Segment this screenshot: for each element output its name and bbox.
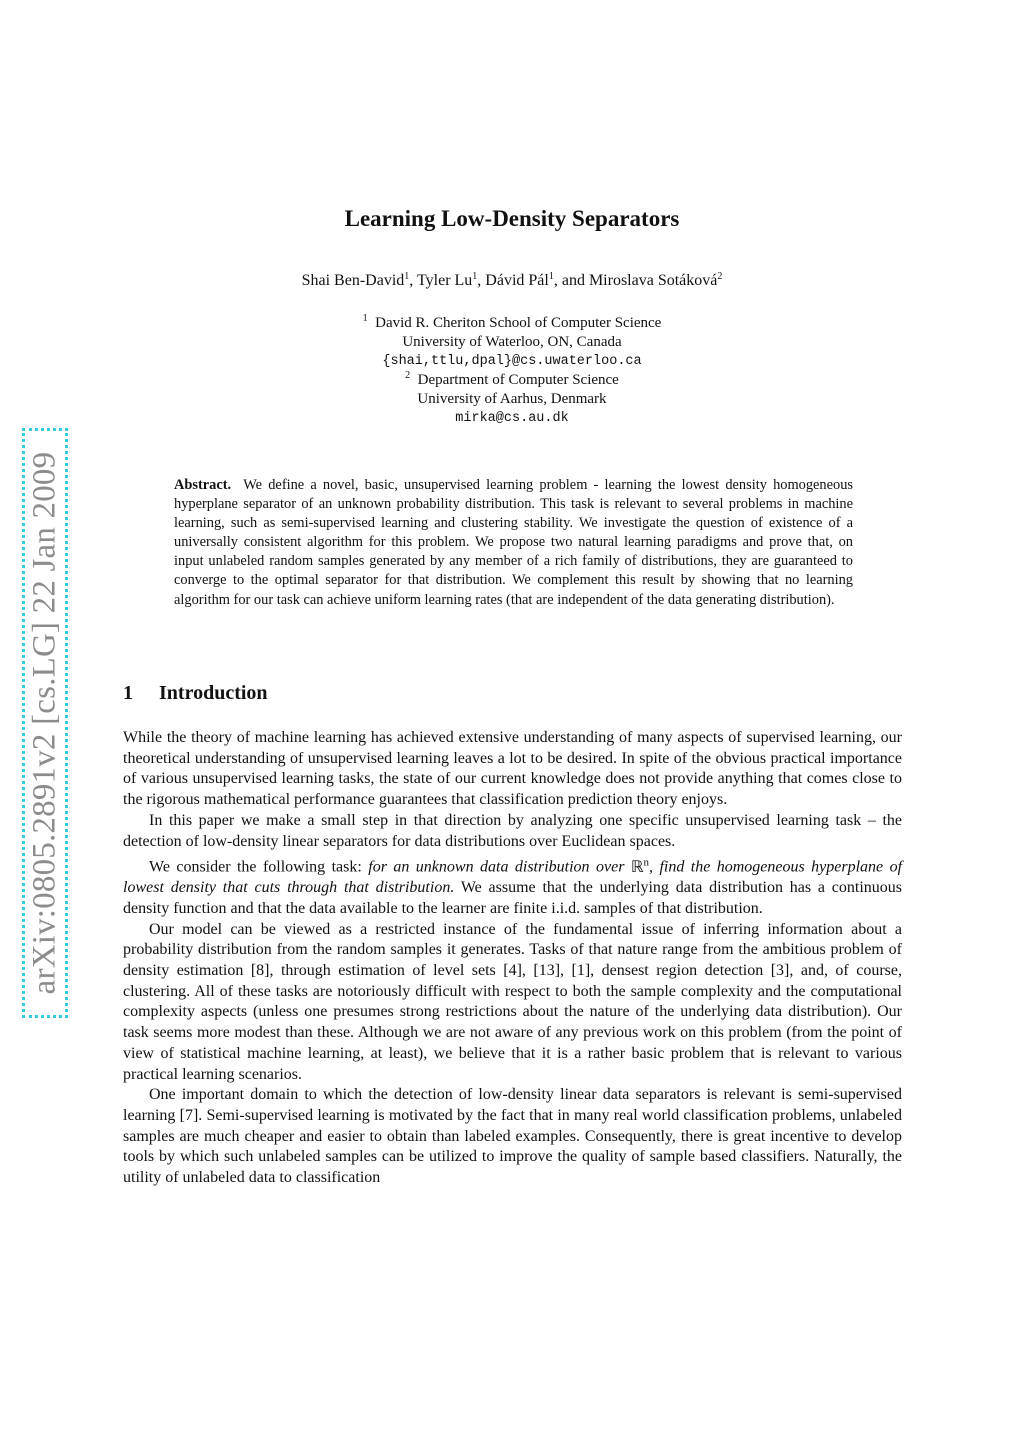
author-affil-mark: 1 [404, 271, 410, 282]
abstract-text: We define a novel, basic, unsupervised learning problem - learning the lowest density homogeneous hyperplane separator of an unknown probability distribution. This task is relevant to several problems in machine learning, such as semi-supervised learning and clustering stability. We investigate the question of existence of a universally consistent algorithm for this problem. We propose two natural learning paradigms and prove that, on input unlabeled random samples generated by any member of a rich family of distributions, they are guaranteed to converge to the optimal separator for that distribution. We complement this result by showing that no learning algorithm for our task can achieve uniform learning rates (that are independent of the data generating distribution). [174, 477, 854, 608]
author-separator: , [477, 272, 486, 289]
paragraph: One important domain to which the detection of low-density linear data separators is relevant is semi-supervised learning [7]. Semi-supervised learning is motivated by the fact that in many real world classification problems, unlabeled samples are much cheaper and easier to obtain than labeled examples. Consequently, there is great incentive to develop tools by which such unlabeled samples can be utilized to improve the quality of sample based classifiers. Naturally, the utility of unlabeled data to classification [123, 1086, 902, 1187]
math-symbol: ℝ$^n$ [630, 856, 650, 876]
affiliation-dept: $^1$ David R. Cheriton School of Computer Science [362, 313, 662, 331]
author-separator: , [409, 272, 417, 289]
affiliation-1 [0, 309, 1024, 371]
affiliation-2 [0, 366, 1024, 428]
arxiv-id: arXiv:0805.2891v2 [cs.LG] 22 Jan 2009 [26, 451, 63, 995]
paragraph: While the theory of machine learning has achieved extensive understanding of many aspects of supervised learning, our theoretical understanding of unsupervised learning leaves a lot to be desired. In spite of the obvious practical importance of various unsupervised learning tasks, the state of our current knowledge does not provide anything that comes close to the rigorous mathematical performance guarantees that classification prediction theory enjoys. [123, 729, 902, 809]
paragraph: In this paper we make a small step in that direction by analyzing one specific unsupervised learning task – the detection of low-density linear separators for data distributions over Euclidean spaces. [123, 811, 902, 850]
author-list [0, 271, 1024, 290]
affiliation-univ: University of Waterloo, ON, Canada [402, 334, 622, 350]
section-title: Introduction [159, 682, 268, 704]
paper-title: Learning Low-Density Separators [344, 206, 680, 231]
author-name: Tyler Lu [416, 272, 473, 289]
arxiv-stamp [22, 428, 68, 1018]
affiliation-univ: University of Aarhus, Denmark [417, 391, 607, 407]
section-body [123, 728, 902, 1189]
author-name: Shai Ben-David [301, 272, 405, 289]
author-affil-mark: 1 [548, 271, 554, 282]
abstract [174, 476, 853, 610]
paragraph: Our model can be viewed as a restricted instance of the fundamental issue of inferring information about a probability distribution from the random samples it generates. Tasks of that nature range from the ambitious problem of density estimation [8], through estimation of level sets [4], [13], [1], densest region detection [3], and, of course, clustering. All of these tasks are notoriously difficult with respect to both the sample complexity and the computational complexity aspects (unless one presumes strong restrictions about the nature of the underlying data distribution). Our task seems more modest than these. Although we are not aware of any previous work on this problem (from the point of view of statistical machine learning, at least), we believe that it is a rather basic problem that is relevant to various practical learning scenarios. [123, 920, 902, 1083]
paragraph: We consider the following task: for an unknown data distribution over ℝ$^n$, find the homogeneous hyperplane of lowest density that cuts through that distribution. We assume that the underlying data distribution has a continuous density function and that the data available to the learner are finite i.i.d. samples of that distribution. [123, 856, 903, 917]
author-name: Miroslava Sotáková [588, 272, 718, 289]
author-name: Dávid Pál [485, 272, 549, 289]
affiliation-dept: $^2$ Department of Computer Science [405, 370, 619, 388]
author-separator: , and [553, 272, 589, 289]
affiliation-mark: 2 [405, 370, 411, 381]
affiliation-email: mirka@cs.au.dk [455, 411, 569, 426]
section-number: 1 [123, 682, 133, 704]
affiliation-mark: 1 [362, 313, 368, 324]
section-heading [123, 682, 268, 705]
author-affil-mark: 1 [472, 271, 478, 282]
author-affil-mark: 2 [717, 271, 723, 282]
abstract-label: Abstract. [174, 477, 232, 493]
affiliation-email: {shai,ttlu,dpal}@cs.uwaterloo.ca [382, 354, 642, 369]
